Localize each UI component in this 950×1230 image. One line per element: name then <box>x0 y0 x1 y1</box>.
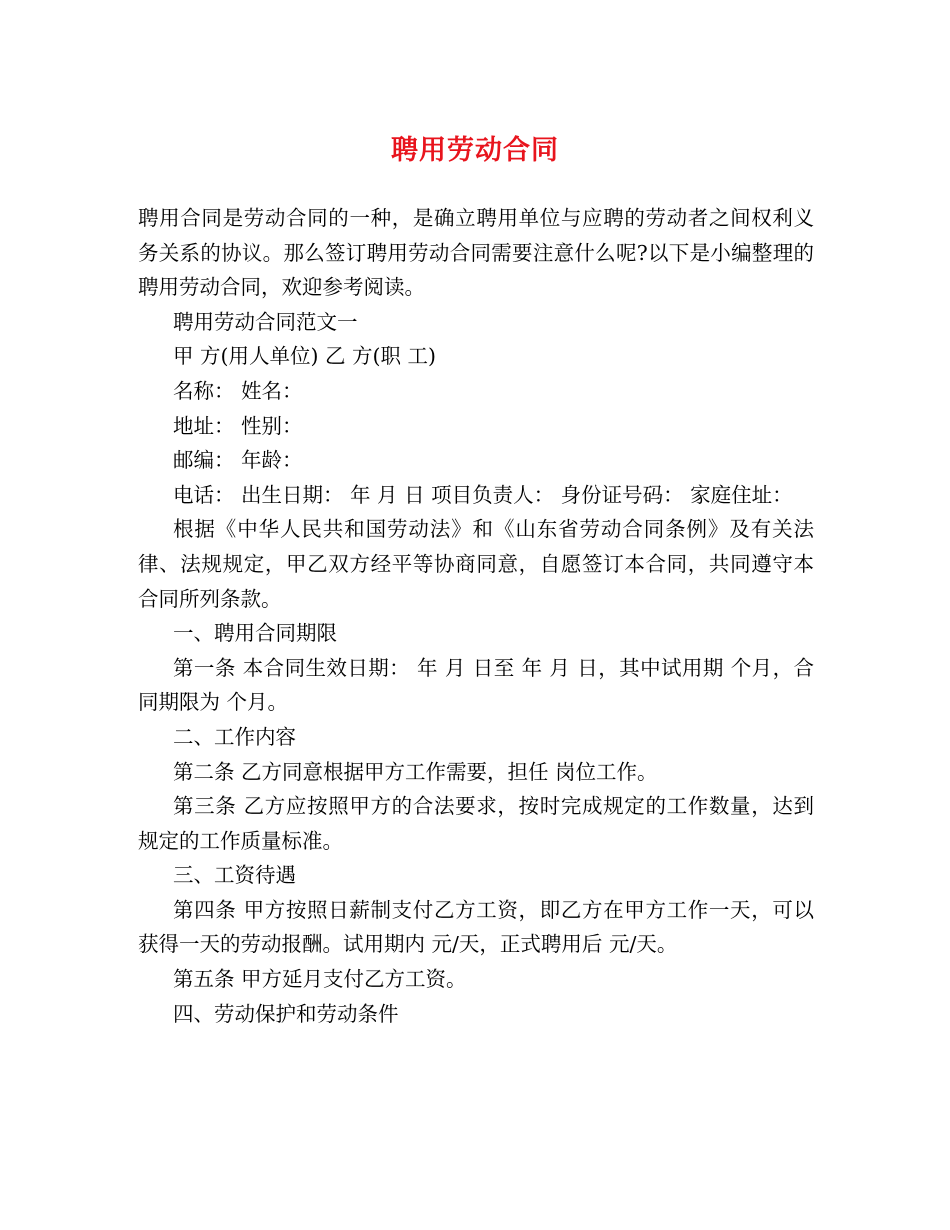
article-1: 第一条 本合同生效日期： 年 月 日至 年 月 日，其中试用期 个月，合同期限为 个月。 <box>138 655 814 715</box>
section-heading-term: 一、聘用合同期限 <box>173 621 337 646</box>
section-heading-wages: 三、工资待遇 <box>173 863 296 888</box>
section-heading-work: 二、工作内容 <box>173 724 296 749</box>
intro-paragraph: 聘用合同是劳动合同的一种，是确立聘用单位与应聘的劳动者之间权利义务关系的协议。那么签订聘用劳动合同需要注意什么呢?以下是小编整理的聘用劳动合同，欢迎参考阅读。 <box>138 206 814 300</box>
field-line-name: 名称： 姓名： <box>173 378 303 403</box>
article-3: 第三条 乙方应按照甲方的合法要求，按时完成规定的工作数量，达到规定的工作质量标准。 <box>138 794 814 853</box>
party-line: 甲 方(用人单位) 乙 方(职 工) <box>173 344 437 369</box>
sample-heading: 聘用劳动合同范文一 <box>173 309 358 334</box>
legal-basis-paragraph: 根据《中华人民共和国劳动法》和《山东省劳动合同条例》及有关法律、法规规定，甲乙双方经平等协商同意，自愿签订本合同，共同遵守本合同所列条款。 <box>138 517 814 611</box>
article-5: 第五条 甲方延月支付乙方工资。 <box>173 967 467 992</box>
section-heading-protection: 四、劳动保护和劳动条件 <box>173 1001 399 1026</box>
field-line-address: 地址： 性别： <box>173 413 303 438</box>
document-body <box>138 201 814 1031</box>
field-line-postcode: 邮编： 年龄： <box>173 448 303 473</box>
document-title: 聘用劳动合同 <box>391 135 559 166</box>
article-2: 第二条 乙方同意根据甲方工作需要，担任 岗位工作。 <box>173 759 658 784</box>
article-4: 第四条 甲方按照日薪制支付乙方工资，即乙方在甲方工作一天，可以获得一天的劳动报酬。试用期内 元/天，正式聘用后 元/天。 <box>138 897 814 957</box>
field-line-phone: 电话： 出生日期： 年 月 日 项目负责人： 身份证号码： 家庭住址： <box>173 482 793 507</box>
